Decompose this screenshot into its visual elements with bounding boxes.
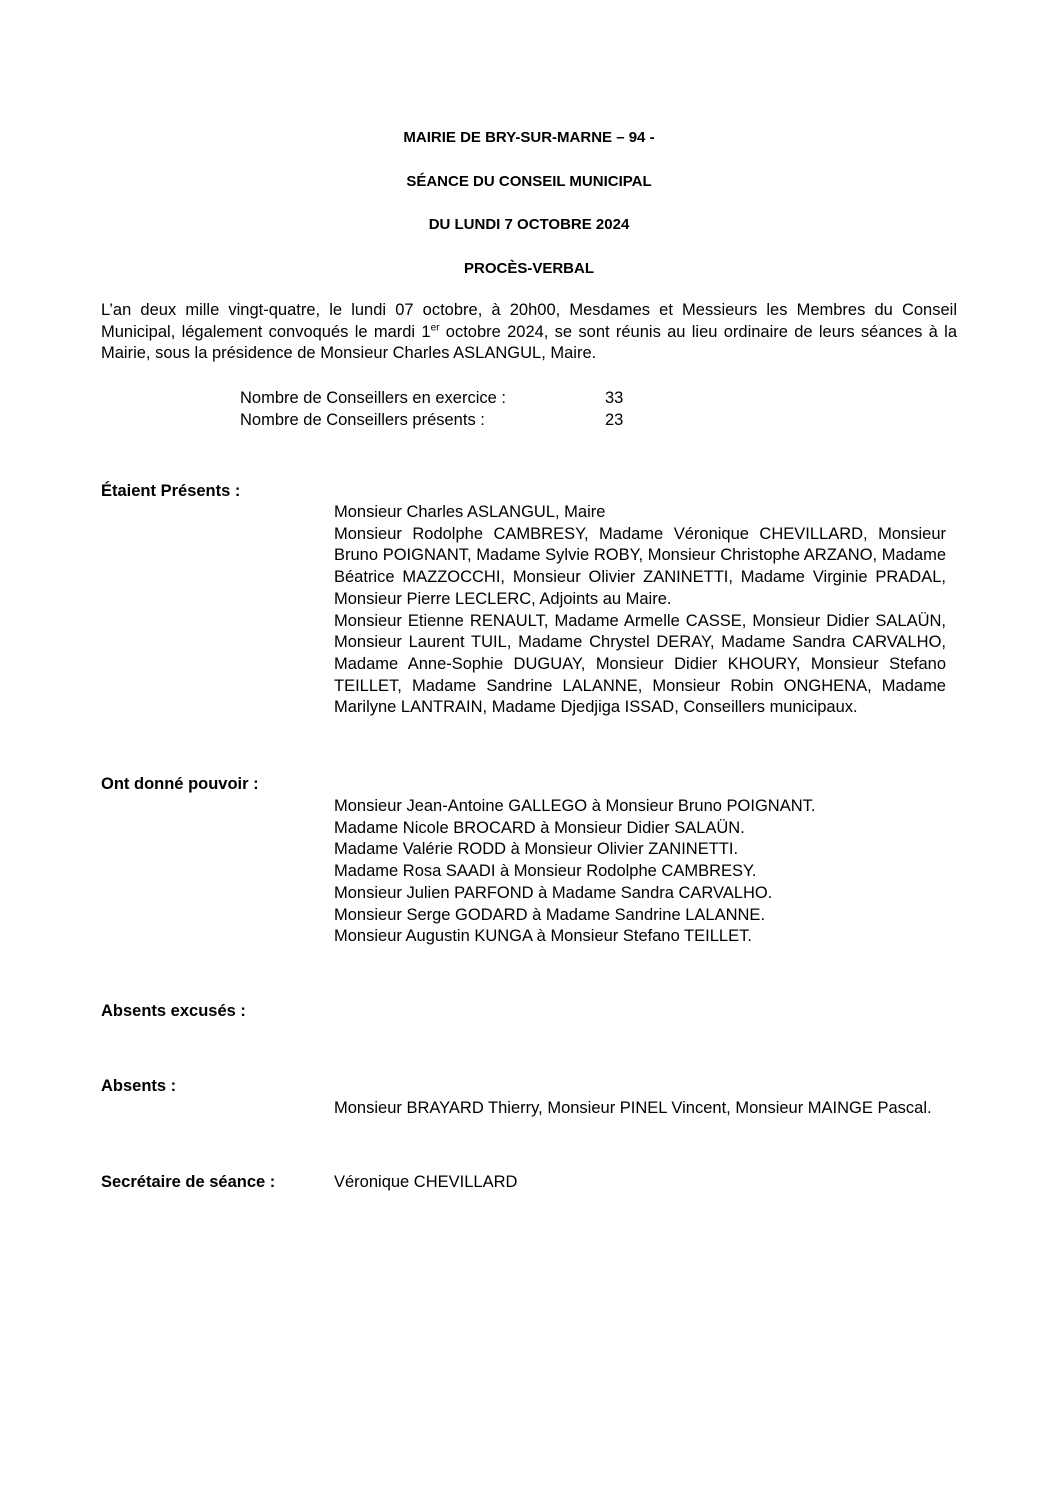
intro-text-part1: L’an deux mille vingt-quatre, le lundi 07 octobre, à 20h00, Mesdames et Messieurs les Membres du Conseil Municipal, légalement convoqués le mardi 1 xyxy=(101,301,957,341)
pouvoir-item: Monsieur Serge GODARD à Madame Sandrine LALANNE. xyxy=(334,905,766,924)
presents-block xyxy=(334,502,946,719)
count-value: 23 xyxy=(605,410,624,429)
secretaire-value: Véronique CHEVILLARD xyxy=(334,1173,518,1191)
pouvoir-item: Madame Nicole BROCARD à Monsieur Didier SALAÜN. xyxy=(334,818,745,837)
pouvoir-item: Madame Rosa SAADI à Monsieur Rodolphe CAMBRESY. xyxy=(334,862,757,881)
mairie-heading: MAIRIE DE BRY-SUR-MARNE – 94 - xyxy=(403,129,655,146)
pouvoir-item: Monsieur Augustin KUNGA à Monsieur Stefano TEILLET. xyxy=(334,927,752,946)
pouvoir-item: Monsieur Jean-Antoine GALLEGO à Monsieur Bruno POIGNANT. xyxy=(334,797,816,815)
presents-adjoints: Monsieur Rodolphe CAMBRESY, Madame Véronique CHEVILLARD, Monsieur Bruno POIGNANT, Madame Sylvie ROBY, Monsieur Christophe ARZANO, Madame Béatrice MAZZOCCHI, Monsieur Olivier ZANINETTI, Madame Virginie PRADAL, Monsieur Pierre LECLERC, Adjoints au Maire. xyxy=(334,524,946,608)
date-heading: DU LUNDI 7 OCTOBRE 2024 xyxy=(428,216,630,233)
pouvoirs-label: Ont donné pouvoir : xyxy=(101,775,259,793)
count-row-exercice xyxy=(240,388,623,410)
count-row-presents xyxy=(240,410,623,432)
count-label: Nombre de Conseillers présents : xyxy=(240,410,485,429)
secretaire-label: Secrétaire de séance : xyxy=(101,1173,276,1191)
absents-text: Monsieur BRAYARD Thierry, Monsieur PINEL Vincent, Monsieur MAINGE Pascal. xyxy=(334,1099,932,1117)
count-label: Nombre de Conseillers en exercice : xyxy=(240,389,506,407)
presents-maire: Monsieur Charles ASLANGUL, Maire xyxy=(334,503,606,521)
presents-label: Étaient Présents : xyxy=(101,482,241,500)
absents-label: Absents : xyxy=(101,1077,177,1095)
intro-paragraph xyxy=(101,300,957,365)
counts-block xyxy=(240,388,623,431)
count-value: 33 xyxy=(605,389,624,407)
pouvoir-item: Monsieur Julien PARFOND à Madame Sandra CARVALHO. xyxy=(334,883,773,902)
excuses-label: Absents excusés : xyxy=(101,1002,246,1020)
intro-text-part2: octobre 2024, se sont réunis au lieu ordinaire de leurs séances à la Mairie, sous la présidence de Monsieur Charles ASLANGUL, Maire. xyxy=(101,322,957,363)
presents-conseillers: Monsieur Etienne RENAULT, Madame Armelle CASSE, Monsieur Didier SALAÜN, Monsieur Laurent TUIL, Madame Chrystel DERAY, Madame Sandra CARVALHO, Madame Anne-Sophie DUGUAY, Monsieur Didier KHOURY, Monsieur Stefano TEILLET, Madame Sandrine LALANNE, Monsieur Robin ONGHENA, Madame Marilyne LANTRAIN, Madame Djedjiga ISSAD, Conseillers municipaux. xyxy=(334,611,946,717)
proces-verbal-heading: PROCÈS-VERBAL xyxy=(463,260,594,277)
pouvoirs-list xyxy=(334,796,946,948)
pouvoir-item: Madame Valérie RODD à Monsieur Olivier ZANINETTI. xyxy=(334,840,739,859)
intro-superscript: er xyxy=(430,322,440,334)
seance-heading: SÉANCE DU CONSEIL MUNICIPAL xyxy=(406,173,652,190)
